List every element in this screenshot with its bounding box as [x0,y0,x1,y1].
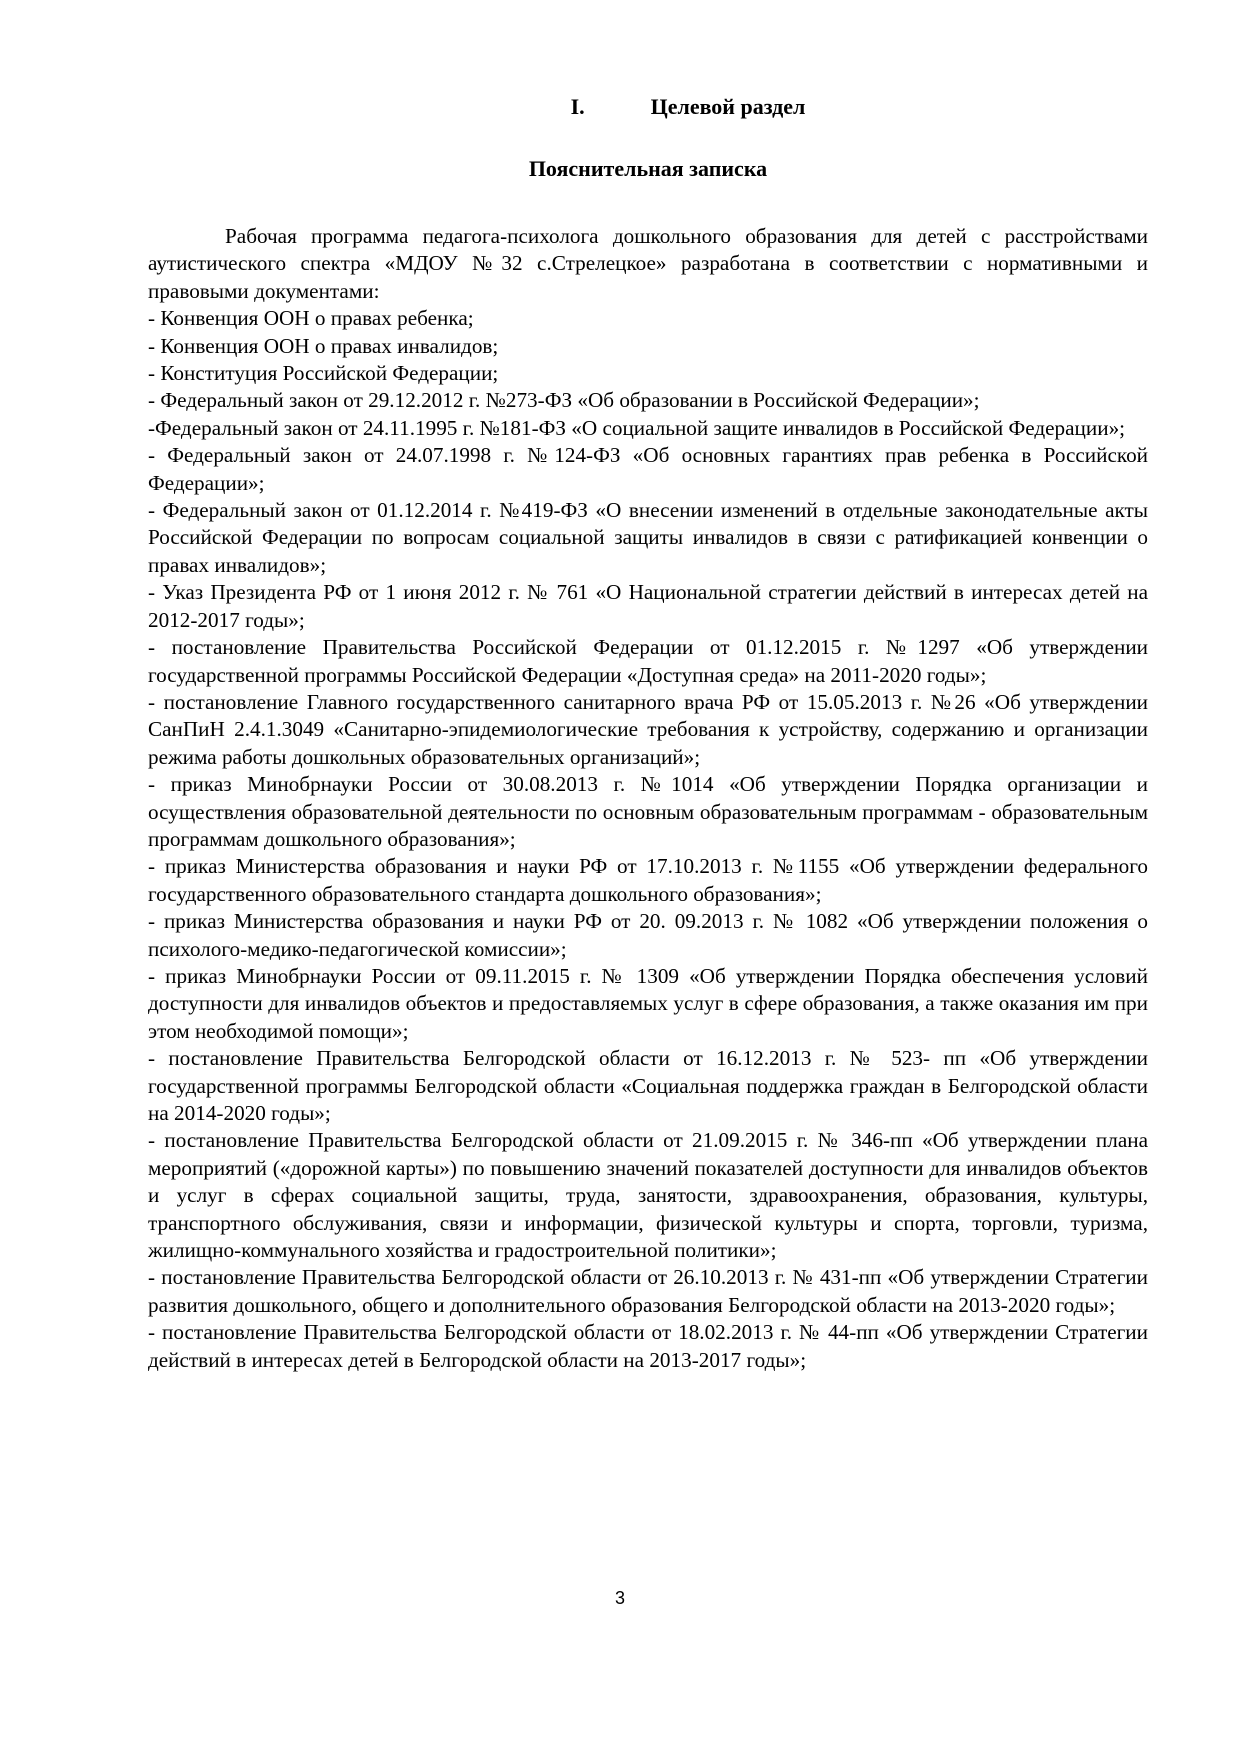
list-item: - постановление Правительства Российской Федерации от 01.12.2015 г. №1297 «Об утверждении государственной программы Российской Федерации «Доступная среда» на 2011-2020 годы»; [148,635,1148,687]
list-item: - постановление Правительства Белгородской области от 21.09.2015 г. № 346-пп «Об утверждении плана мероприятий («дорожной карты») по повышению значений показателей доступности для инвалидов объектов и услуг в сферах социальной защиты, труда, занятости, здравоохранения, образования, культуры, транспортного обслуживания, связи и информации, физической культуры и спорта, торговли, туризма, жилищно-коммунального хозяйства и градостроительной политики»; [148,1128,1148,1263]
list-item: - постановление Правительства Белгородской области от 16.12.2013 г. № 523- пп «Об утверждении государственной программы Белгородской области «Социальная поддержка граждан в Белгородской области на 2014-2020 годы»; [148,1046,1148,1125]
section-title: Целевой раздел [650,94,806,119]
list-item: - приказ Министерства образования и науки РФ от 20. 09.2013 г. № 1082 «Об утверждении положения о психолого-медико-педагогической комиссии»; [148,909,1148,961]
document-page [148,95,1148,1374]
section-number: I. [570,94,585,119]
list-item: -Федеральный закон от 24.11.1995 г. №181-ФЗ «О социальной защите инвалидов в Российской Федерации»; [148,415,1126,440]
page-number: 3 [614,1588,625,1608]
list-item: - Федеральный закон от 29.12.2012 г. №273-ФЗ «Об образовании в Российской Федерации»; [148,388,980,413]
list-item: - постановление Главного государственного санитарного врача РФ от 15.05.2013 г. №26 «Об утверждении СанПиН 2.4.1.3049 «Санитарно-эпидемиологические требования к устройству, содержанию и организации режима работы дошкольных образовательных организаций»; [148,689,1148,769]
list-item: - приказ Министерства образования и науки РФ от 17.10.2013 г. №1155 «Об утверждении федерального государственного образовательного стандарта дошкольного образования»; [148,854,1148,906]
document-body [148,223,1148,1374]
list-item: - Указ Президента РФ от 1 июня 2012 г. № 761 «О Национальной стратегии действий в интересах детей на 2012-2017 годы»; [148,580,1148,632]
list-item: - Федеральный закон от 01.12.2014 г. №419-ФЗ «О внесении изменений в отдельные законодательные акты Российской Федерации по вопросам социальной защиты инвалидов в связи с ратификацией конвенции о правах инвалидов»; [148,498,1148,577]
list-item: - Конвенция ООН о правах инвалидов; [148,333,499,358]
list-item: - постановление Правительства Белгородской области от 26.10.2013 г. № 431-пп «Об утверждении Стратегии развития дошкольного, общего и дополнительного образования Белгородской области на 2013-2020 годы»; [148,1265,1148,1317]
list-item: - постановление Правительства Белгородской области от 18.02.2013 г. № 44-пп «Об утверждении Стратегии действий в интересах детей в Белгородской области на 2013-2017 годы»; [148,1320,1148,1372]
list-item: - приказ Минобрнауки России от 30.08.2013 г. №1014 «Об утверждении Порядка организации и осуществления образовательной деятельности по основным образовательным программам - образовательным программам дошкольного образования»; [148,772,1148,851]
list-item: - Федеральный закон от 24.07.1998 г. №124-ФЗ «Об основных гарантиях прав ребенка в Российской Федерации»; [148,443,1148,495]
intro-paragraph: Рабочая программа педагога-психолога дошкольного образования для детей с расстройствами аутистического спектра «МДОУ №32 с.Стрелецкое» разработана в соответствии с нормативными и правовыми документами: [148,224,1148,303]
list-item: - Конвенция ООН о правах ребенка; [148,306,474,331]
subheading: Пояснительная записка [528,156,768,181]
section-heading [148,95,1148,119]
list-item: - приказ Минобрнауки России от 09.11.2015 г. № 1309 «Об утверждении Порядка обеспечения условий доступности для инвалидов объектов и предоставляемых услуг в сфере образования, а также оказания им при этом необходимой помощи»; [148,963,1148,1043]
list-item: - Конституция Российской Федерации; [148,361,499,386]
